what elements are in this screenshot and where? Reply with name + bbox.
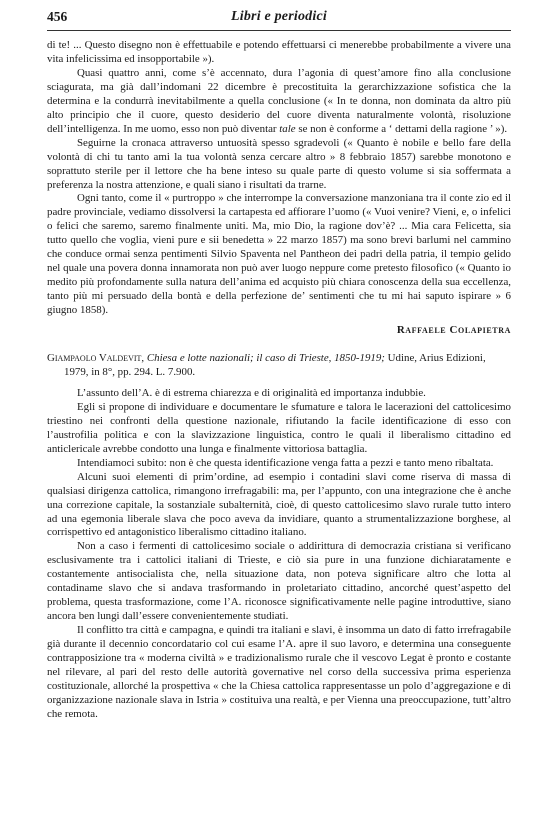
running-head	[47, 10, 511, 31]
text-run: se non è conforme a ‘ dettami della ragione ’ »).	[295, 122, 508, 135]
book-author: Giampaolo Valdevit,	[47, 352, 145, 365]
italic-word: tale	[279, 122, 296, 135]
text-run: Quasi quattro anni, come s’è accennato, dura l’agonia di quest’amore fino alla conclusione sciagurata, ma già dall’indomani 22 dicembre è precostituita la gerarchizzazione sofistica che la determina e la condurrà inevitabilmente a quella conclusione (« In te donna, non dominata da altro più alto principio che il cuore, questo desiderio del cuore diventa naturalmente volontà, risoluzione dell’intelligenza. In me uomo, esso non può diventar	[47, 66, 511, 135]
page-number: 456	[47, 9, 68, 24]
paragraph: Il conflitto tra città e campagna, e quindi tra italiani e slavi, è insomma un dato di fatto irrefragabile già durante il decennio concordatario col cui esame l’A. apre il suo lavoro, e determina una conseguente contrapposizione tra « moderna civiltà » e tradizionalismo rurale che il vescovo Legat è pronto e costante nel rilevare, al pari del resto delle autorità governative nel corso della successiva prima esperienza costituzionale, allorché la prospettiva « che la Chiesa cattolica rappresentasse un polo d’aggregazione e di organizzazione nazionale slava in Istria » costituiva una realtà, e per Vienna una preoccupazione, tutt’altro che remota.	[47, 624, 511, 720]
paragraph	[47, 67, 511, 137]
paragraph: Egli si propone di individuare e documentare le sfumature e talora le lacerazioni del cattolicesimo triestino nei confronti della questione nazionale, rifiutando la facile identificazione di esso con l’austrofilia politica e con la slavizzazione linguistica, contro le quali il liberalismo cittadino ed anticlericale avrebbe condotto una lunga e finalmente vittoriosa battaglia.	[47, 400, 511, 455]
book-title: Chiesa e lotte nazionali; il caso di Trieste, 1850-1919;	[146, 352, 385, 365]
paragraph: Intendiamoci subito: non è che questa identificazione venga fatta a pezzi e tanto meno ribaltata.	[77, 456, 494, 469]
section-title: Libri e periodici	[231, 9, 327, 24]
review-colapietra	[47, 39, 511, 338]
paragraph: Alcuni suoi elementi di prim’ordine, ad esempio i contadini slavi come riserva di massa di qualsiasi dirigenza cattolica, rimangono irrefragabili: ma, per l’appunto, con una integrazione che è anche una correzione capitale, la sostanziale subalternità, cioè, di questo cattolicesimo slavo rurale tutto intero ad una egemonia liberale slava che poco aveva da invidiare, quanto a strumentalizzazione borghese, al corrispettivo ed antagonistico liberalismo cittadino italiano.	[47, 470, 511, 539]
paragraph: L’assunto dell’A. è di estrema chiarezza e di originalità ed importanza indubbie.	[77, 386, 426, 399]
paragraph: Ogni tanto, come il « purtroppo » che interrompe la conversazione manzoniana tra il conte zio ed il padre provinciale, vediamo dissolversi la cartapesta ed affiorare l’uomo (« Vuoi venire? Vieni, e, o infelici o felici che saremo, saremo finalmente uniti. Ma, mio Dio, la ragione dov’è? ... Mia cara Felicetta, sia tutto quello che voglia, vieni pure e sii benedetta » 22 marzo 1857) ma sono brevi barlumi nel cammino che conduce ormai senza pentimenti Silvio Spaventa nel Pantheon dei padri della patria, il tempio gelido nel quale una povera donna innamorata non può aver luogo neppure come pretesto filosofico (« Quanto io medito più profondamente sulla natura dell’anima ed acquisto più chiara conoscenza della sua eccellenza, tanto più mi persuado della bontà e della perfezione de’ sentimenti che tu mi hai saputo ispirare » 6 giugno 1858).	[47, 192, 511, 317]
publication-info: Udine, Arius Edizioni, 1979, in 8°, pp. 294. L. 7.900.	[64, 352, 486, 378]
review-valdevit	[47, 352, 511, 722]
paragraph: Seguirne la cronaca attraverso untuosità spesso sgradevoli (« Quanto è nobile e bello fare della volontà di chi tu tanto ami la tua volontà senza cercare altro » 8 febbraio 1857) sarebbe monotono e soprattuto sterile per il lettore che ha bene inteso su quale parte di questo volume si sia soffermata a preferenza la nostra attenzione, e quali siano i risultati da trarne.	[47, 136, 511, 191]
paragraph: di te! ... Questo disegno non è effettuabile e potendo effettuarsi ci menerebbe probabilmente a vivere una vita infelicissima ed insopportabile »).	[47, 39, 511, 65]
reviewer-signature: Raffaele Colapietra	[396, 324, 511, 337]
paragraph: Non a caso i fermenti di cattolicesimo sociale o addirittura di democrazia cristiana si verificano esclusivamente tra i cattolici italiani di Trieste, e ciò sia pure in una funzione dichiaratamente e costantemente antisocialista che, nella situazione data, non poteva significare altro che lotta al contadiname slavo che si andava trasformando in proletariato cittadino, ancorché quest’aspetto del problema, questa trasformazione, come l’A. riconosce significativamente nelle pagine introduttive, siano ancora ben lungi dall’essere convenientemente studiati.	[47, 540, 511, 623]
bibliographic-entry	[47, 352, 511, 380]
